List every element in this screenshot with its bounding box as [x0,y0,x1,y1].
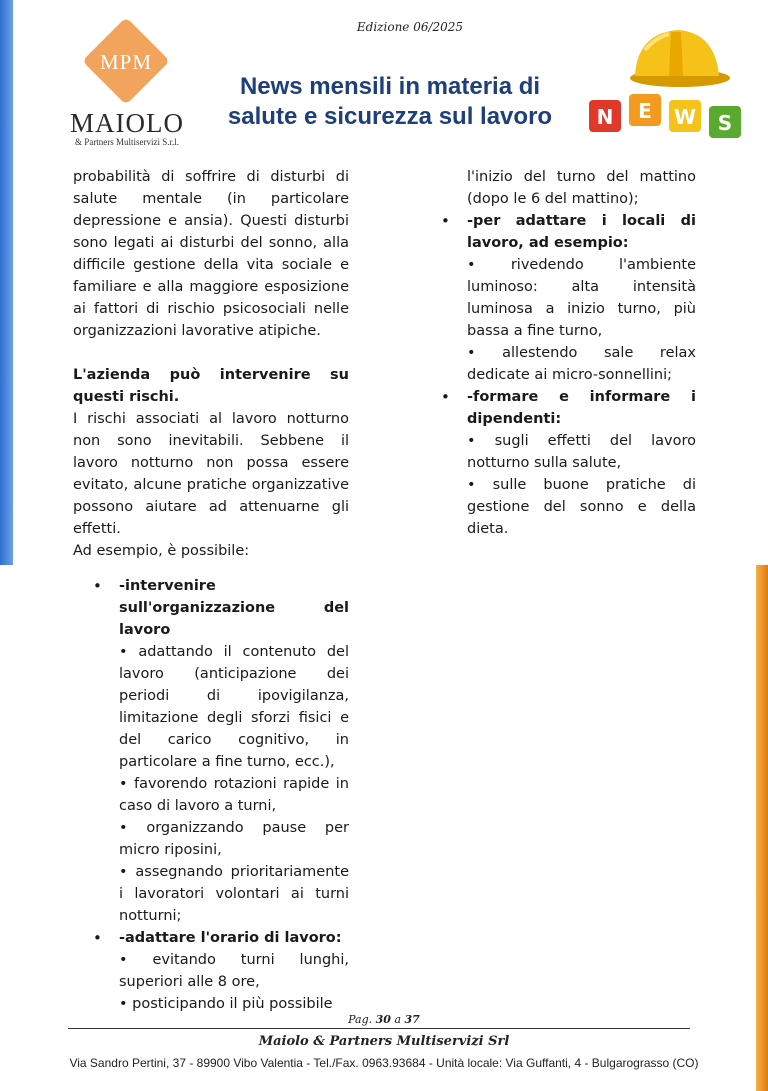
sub-item: • favorendo rotazioni rapide in caso di lavoro a turni, [119,776,349,814]
bullet-icon: • [441,388,450,406]
bullet-icon: • [93,929,102,947]
page-separator: a [394,1013,402,1026]
body-paragraph-2: Ad esempio, è possibile: [73,543,250,559]
news-letter-e: E [638,99,652,123]
intro-paragraph: probabilità di soffrire di disturbi di salute mentale (in particolare depressione e ansia). Questi disturbi sono legati ai disturbi del sonno, alla difficile gestione della vita sociale e familiare e alla maggiore esposizione ai fattori di rischio psicosociali nelle organizzazioni lavorative atipiche. [73,169,349,339]
edition-label: Edizione 06/2025 [356,20,464,34]
news-letter-n: N [596,105,614,129]
footer-divider [68,1028,690,1029]
section-heading: L'azienda può intervenire su questi rischi. [73,367,349,405]
logo-mark: MPM [99,50,153,74]
sub-item: • organizzando pause per micro riposini, [119,820,349,858]
page-total: 37 [404,1013,420,1026]
list-item [441,386,696,540]
bullet-icon: • [93,577,102,595]
list-item [93,575,349,927]
page-title [205,72,575,132]
title-line-2: salute e sicurezza sul lavoro [227,103,553,130]
list-item-label: -formare e informare i dipendenti: [467,389,696,427]
list-item-label: -adattare l'orario di lavoro: [119,930,342,946]
sub-item: • adattando il contenuto del lavoro (anticipazione dei periodi di ipovigilanza, limitazione degli sforzi fisici e del carico cognitivo, in particolare a fine turno, ecc.), [119,644,349,770]
sub-item: • allestendo sale relax dedicate ai micro-sonnellini; [467,345,696,383]
news-helmet-illustration [585,20,755,150]
logo-name: MAIOLO [70,108,184,138]
continuation-paragraph: l'inizio del turno del mattino (dopo le 6 del mattino); [467,169,696,207]
left-column [73,166,349,562]
right-column [441,166,696,540]
page-number [0,1013,768,1026]
bullet-icon: • [441,212,450,230]
page-current: 30 [375,1013,391,1026]
company-logo [64,26,194,151]
helmet-icon [630,30,730,87]
list-item [93,927,349,1015]
sub-item: • evitando turni lunghi, superiori alle 8 ore, [119,952,349,990]
sub-item: • sulle buone pratiche di gestione del sonno e della dieta. [467,477,696,537]
sub-item: • posticipando il più possibile [119,996,333,1012]
footer-address: Via Sandro Pertini, 37 - 89900 Vibo Valentia - Tel./Fax. 0963.93684 - Unità locale: Via Guffanti, 4 - Bulgarograsso (CO) [69,1056,699,1070]
body-paragraph: I rischi associati al lavoro notturno non sono inevitabili. Sebbene il lavoro notturno non possa essere evitato, alcune pratiche organizzative possono aiutare ad attenuarne gli effetti. [73,411,349,537]
page-label: Pag. [348,1013,373,1026]
news-letter-w: W [673,105,697,129]
logo-subtitle: & Partners Multiservizi S.r.l. [75,137,179,147]
lower-list-block [93,575,349,1015]
news-blocks [589,94,741,138]
left-edge-bar [0,0,13,565]
list-item-label: -per adattare i locali di lavoro, ad esempio: [467,213,696,251]
footer-company: Maiolo & Partners Multiservizi Srl [258,1034,510,1049]
sub-item: • rivedendo l'ambiente luminoso: alta intensità luminosa a inizio turno, più bassa a fine turno, [467,257,696,339]
sub-item: • assegnando prioritariamente i lavoratori volontari ai turni notturni; [119,864,349,924]
list-item-label: -intervenire sull'organizzazione del lavoro [119,578,349,638]
list-item [441,210,696,386]
news-letter-s: S [717,111,733,135]
sub-item: • sugli effetti del lavoro notturno sulla salute, [467,433,696,471]
title-line-1: News mensili in materia di [239,73,541,100]
